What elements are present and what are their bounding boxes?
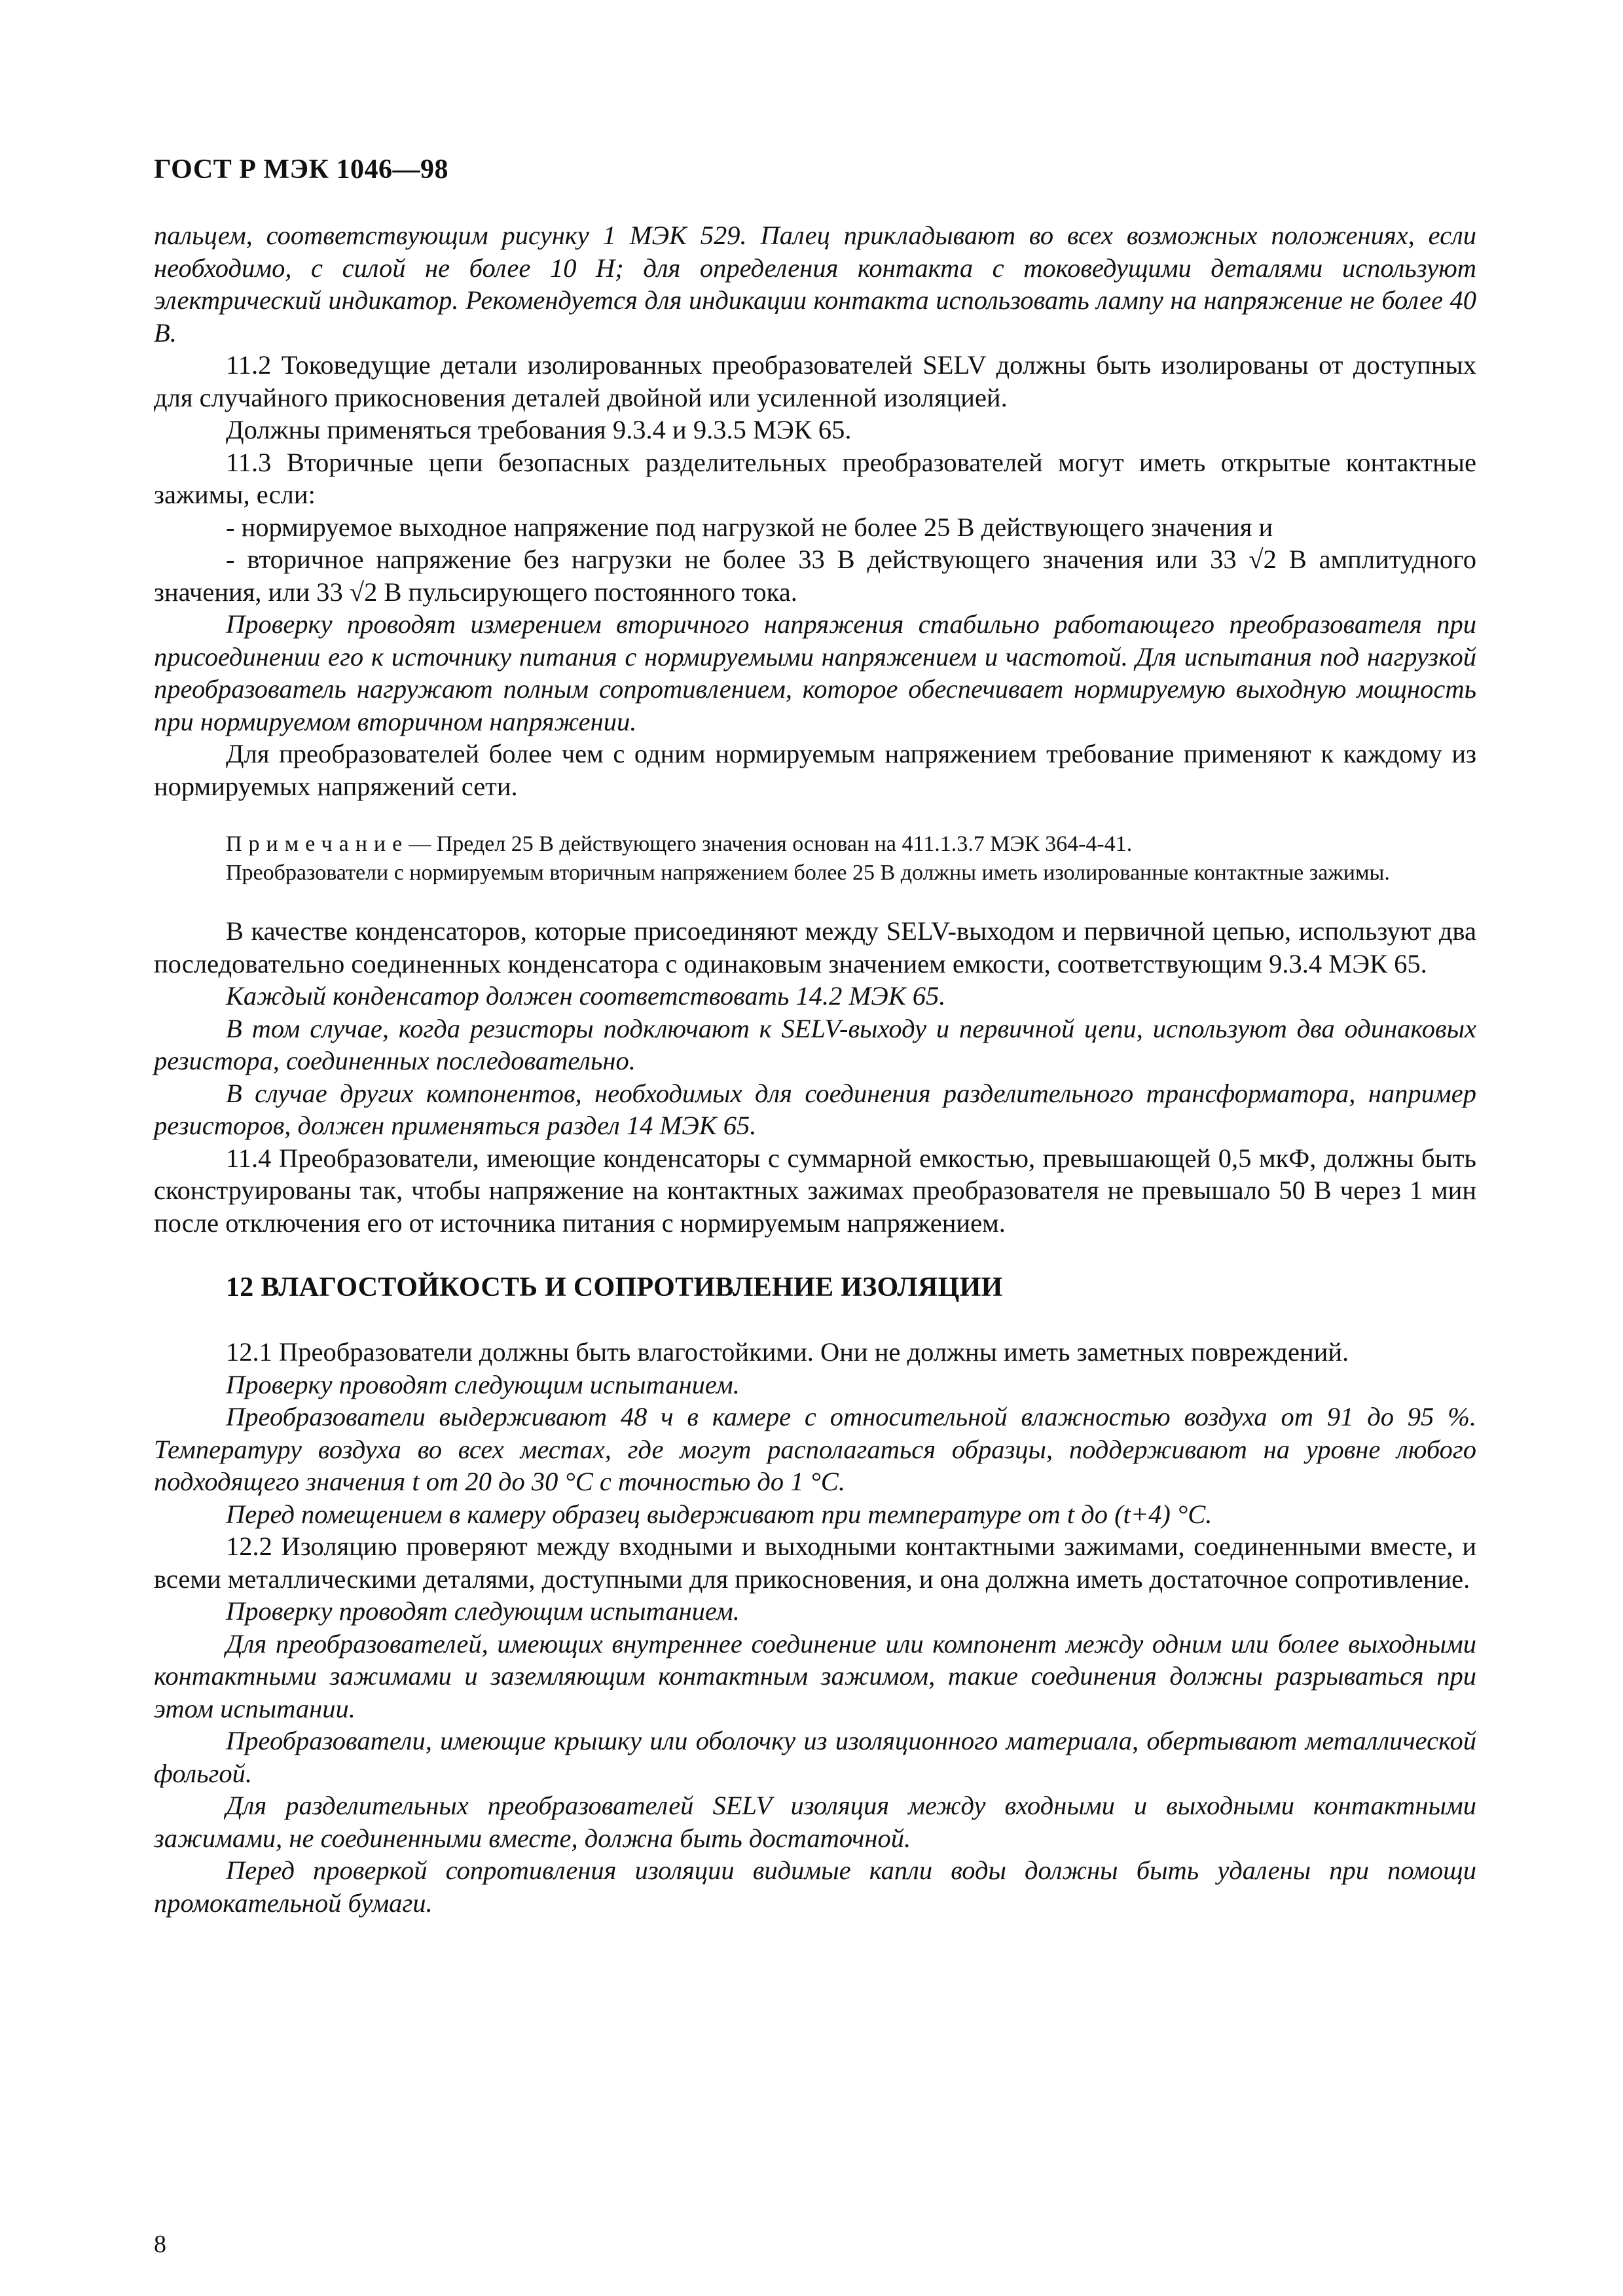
page-number: 8 (154, 2231, 166, 2258)
paragraph: Преобразователи выдерживают 48 ч в камере с относительной влажностью воздуха от 91 до 95 %. Температуру воздуха во всех местах, где могут располагаться образцы, поддерживают на уровне любого подходящего значения t от 20 до 30 °С с точностью до 1 °С. (154, 1402, 1476, 1496)
document-page (154, 154, 1476, 2261)
note (154, 830, 1476, 859)
note-text: — Предел 25 В действующего значения основан на 411.1.3.7 МЭК 364-4-41. (409, 832, 1133, 856)
paragraph: В качестве конденсаторов, которые присоединяют между SELV-выходом и первичной цепью, используют два последовательно соединенных конденсатора с одинаковым значением емкости, соответствующим 9.3.4 МЭК 65. (154, 916, 1476, 978)
paragraph: Для разделительных преобразователей SELV изоляция между входными и выходными контактными зажимами, не соединенными вместе, должна быть достаточной. (154, 1791, 1476, 1853)
paragraph: В том случае, когда резисторы подключают к SELV-выходу и первичной цепи, используют два одинаковых резистора, соединенных последовательно. (154, 1013, 1476, 1075)
paragraph: 11.2 Токоведущие детали изолированных преобразователей SELV должны быть изолированы от доступных для случайного прикосновения деталей двойной или усиленной изоляцией. (154, 350, 1476, 412)
paragraph: 12.1 Преобразователи должны быть влагостойкими. Они не должны иметь заметных повреждений. (226, 1337, 1349, 1367)
paragraph: Преобразователи, имеющие крышку или оболочку из изоляционного материала, обертывают металлической фольгой. (154, 1726, 1476, 1788)
paragraph: Для преобразователей, имеющих внутреннее соединение или компонент между одним или более выходными контактными зажимами и заземляющим контактным зажимом, такие соединения должны разрываться при этом испытании. (154, 1628, 1476, 1723)
paragraph: Проверку проводят измерением вторичного напряжения стабильно работающего преобразователя при присоединении его к источнику питания с нормируемыми напряжением и частотой. Для испытания под нагрузкой преобразователь нагружают полным сопротивлением, которое обеспечивает нормируемую выходную мощность при нормируемом вторичном напряжении. (154, 609, 1476, 736)
section-heading: 12 ВЛАГОСТОЙКОСТЬ И СОПРОТИВЛЕНИЕ ИЗОЛЯЦИИ (226, 1272, 1003, 1302)
paragraph: Для преобразователей более чем с одним нормируемым напряжением требование применяют к каждому из нормируемых напряжений сети. (154, 739, 1476, 801)
paragraph: В случае других компонентов, необходимых для соединения разделительного трансформатора, например резисторов, должен применяться раздел 14 МЭК 65. (154, 1078, 1476, 1140)
note-paragraph: Преобразователи с нормируемым вторичным напряжением более 25 В должны иметь изолированные контактные зажимы. (226, 861, 1390, 885)
paragraph: 11.3 Вторичные цепи безопасных разделительных преобразователей могут иметь открытые контактные зажимы, если: (154, 447, 1476, 509)
paragraph: Проверку проводят следующим испытанием. (226, 1369, 740, 1399)
paragraph: 12.2 Изоляцию проверяют между входными и выходными контактными зажимами, соединенными вместе, и всеми металлическими деталями, доступными для прикосновения, и она должна иметь достаточное сопротивление. (154, 1532, 1476, 1594)
paragraph: пальцем, соответствующим рисунку 1 МЭК 529. Палец прикладывают во всех возможных положениях, если необходимо, с силой не более 10 Н; для определения контакта с токоведущими деталями используют электрический индикатор. Рекомендуется для индикации контакта использовать лампу на напряжение не более 40 В. (154, 221, 1476, 348)
paragraph: Каждый конденсатор должен соответствовать 14.2 МЭК 65. (226, 981, 946, 1011)
paragraph: Перед помещением в камеру образец выдерживают при температуре от t до (t+4) °С. (226, 1499, 1213, 1529)
list-item: - вторичное напряжение без нагрузки не более 33 В действующего значения или 33 √2 В амплитудного значения, или 33 √2 В пульсирующего постоянного тока. (154, 545, 1476, 607)
paragraph: 11.4 Преобразователи, имеющие конденсаторы с суммарной емкостью, превышающей 0,5 мкФ, должны быть сконструированы так, чтобы напряжение на контактных зажимах преобразователя не превышало 50 В через 1 мин после отключения его от источника питания с нормируемым напряжением. (154, 1143, 1476, 1238)
page-header: ГОСТ Р МЭК 1046—98 (154, 154, 448, 185)
paragraph: Проверку проводят следующим испытанием. (226, 1596, 740, 1626)
paragraph: Должны применяться требования 9.3.4 и 9.3.5 МЭК 65. (226, 415, 852, 444)
list-item: - нормируемое выходное напряжение под нагрузкой не более 25 В действующего значения и (226, 512, 1273, 542)
paragraph: Перед проверкой сопротивления изоляции видимые капли воды должны быть удалены при помощи промокательной бумаги. (154, 1856, 1476, 1918)
note-label: Примечание (226, 832, 409, 856)
